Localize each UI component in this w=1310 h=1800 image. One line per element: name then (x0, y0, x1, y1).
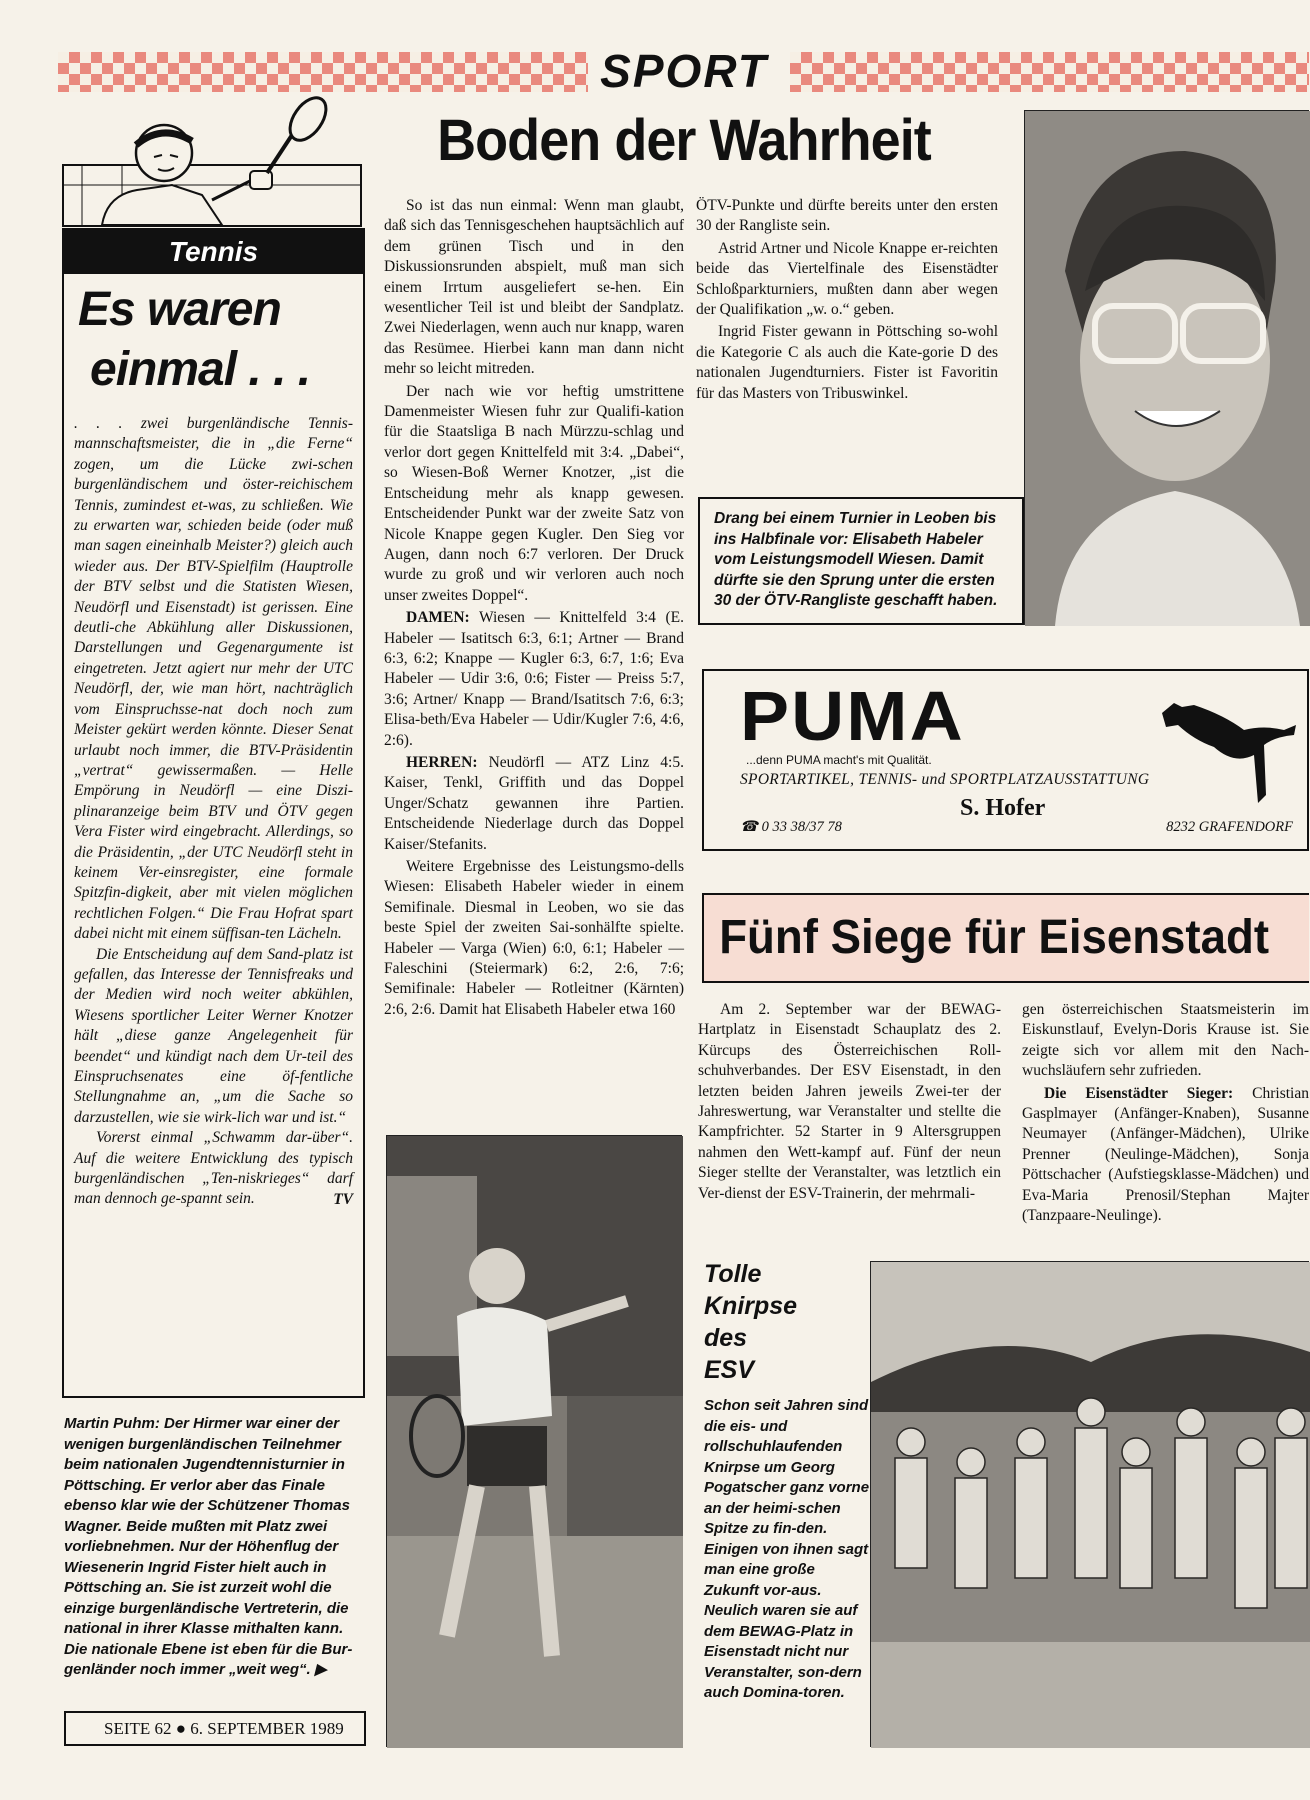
continue-arrow-icon: ▶ (314, 1661, 327, 1678)
boden-headline: Boden der Wahrheit (437, 108, 931, 173)
puma-ad (702, 669, 1309, 851)
boden-column-2 (696, 196, 998, 466)
eisenstadt-headline: Fünf Siege für Eisenstadt (719, 911, 1270, 964)
eisenstadt-column-1 (698, 1000, 1001, 1210)
puma-logo: PUMA (740, 677, 965, 755)
ad-address: 8232 GRAFENDORF (1166, 819, 1293, 835)
knirpse-headline-line: Knirpse (704, 1292, 798, 1320)
boden-paragraph: Ingrid Fister gewann in Pöttsching so-wohl die Kategorie C als auch die Kate-gorie D des nationalen Jugendturniers. Fister ist Favoritin für das Masters von Tribuswinkel. (696, 323, 998, 402)
boden-paragraph: So ist das nun einmal: Wenn man glaubt, daß sich das Tennisgeschehen hauptsächlich auf dem grünen Tisch und in den Diskussionsrunden abspielt, muß man sich einem Irrtum ausgeliefert se-hen. Ein wesentlicher Teil ist und bleibt der Sandplatz. Zwei Niederlagen, wenn auch nur knapp, waren das Resümee. Hierbei kann man dann nicht mehr so leicht mitreden. (384, 197, 684, 378)
sieger-list: Christian Gasplmayer (Anfänger-Knaben), Susanne Neumayer (Anfänger-Mädchen), Ulrike Prenner (Neulinge-Mädchen), Sonja Pöttschacher (Aufstiegsklasse-Mädchen) und Eva-Maria Prenosil/Stephan Majter (Tanzpaare-Neulinge). (1022, 1084, 1309, 1225)
roller-skaters-photo (870, 1261, 1309, 1747)
tennis-photo-icon (387, 1136, 683, 1748)
tennis-player-icon (62, 105, 362, 227)
ad-line: SPORTARTIKEL, TENNIS- und SPORTPLATZAUSSTATTUNG (740, 771, 1150, 788)
eisenstadt-paragraph: gen österreichischen Staatsmeisterin im Eiskunstlauf, Evelyn-Doris Krause ist. Sie zeigte sich vor allem mit den Nach-wuchsläufern sehr zufrieden. (1022, 1001, 1309, 1080)
section-title: SPORT (600, 45, 768, 97)
knirpse-text: Schon seit Jahren sind die eis- und rollschuhlaufenden Knirpse um Georg Pogatscher ganz vorne an der heimi-schen Spitze zu fin-den. Einigen von ihnen sagt man eine große Zukunft vor-aus. Neulich waren sie auf dem BEWAG-Platz in Eisenstadt nicht nur Veranstalter, son-dern auch Domina-toren. (704, 1397, 870, 1701)
ad-name: S. Hofer (960, 795, 1046, 821)
tennis-body (64, 400, 363, 1210)
habeler-caption-text: Drang bei einem Turnier in Leoben bis ins Halbfinale vor: Elisabeth Habeler vom Leistungsmodell Wiesen. Damit dürfte sie den Sprung unter die ersten 30 der ÖTV-Rangliste geschafft haben. (714, 510, 998, 609)
group-photo-icon (871, 1262, 1310, 1748)
boden-paragraph: ÖTV-Punkte und dürfte bereits unter den ersten 30 der Rangliste sein. (696, 197, 998, 235)
knirpse-headline-line: des (704, 1324, 748, 1352)
checker-band-left (58, 52, 588, 92)
boden-herren (384, 753, 684, 855)
puma-slogan: ...denn PUMA macht's mit Qualität. (746, 753, 932, 767)
herren-label: HERREN: (406, 753, 478, 771)
tennis-author: TV (333, 1190, 353, 1208)
knirpse-headline-line: ESV (704, 1356, 755, 1384)
tennis-label-bar: Tennis (64, 230, 363, 274)
checker-band-right (790, 52, 1309, 92)
sieger-label: Die Eisenstädter Sieger: (1044, 1084, 1234, 1102)
boden-column-1 (384, 196, 684, 1108)
portrait-icon (1025, 111, 1310, 626)
habeler-photo (1024, 110, 1309, 625)
tennis-article-box (62, 228, 365, 1398)
knirpse-headline (704, 1258, 854, 1386)
page-number: SEITE 62 ● 6. SEPTEMBER 1989 (104, 1719, 344, 1738)
damen-results: Wiesen — Knittelfeld 3:4 (E. Habeler — Isatitsch 6:3, 6:1; Artner — Brand 6:3, 6:2; Knappe — Kugler 6:3, 6:7, 1:6; Eva Habeler — Udir 3:6, 0:6; Fister — Preiss 5:7, 3:6; Artner/ Knapp — Brand/Isatitsch 7:6, 6:3; Elisa-beth/Eva Habeler — Udir/Kugler 7:6, 4:6, 2:6). (384, 609, 684, 749)
boden-damen (384, 608, 684, 751)
tennis-headline-line2: einmal . . . (90, 343, 311, 396)
tennis-headline-line1: Es waren (78, 283, 281, 336)
eisenstadt-headline-box (702, 893, 1309, 983)
tennis-paragraph: . . . zwei burgenländische Tennis-mannschaftsmeister, die in „die Ferne“ zogen, um die Lücke zwi-schen burgenländischem und öster-reichischem Tennis, zumindest et-was, zu schließen. Wie zu erwarten war, schieden beide (oder muß man sagen eineinhalb Meister?) gleich auch wieder aus. Der BTV-Spielfilm (Hauptrolle der BTV selbst und die Statisten Wiesen, Neudörfl und Eisenstadt) ist gerissen. Eine deutli-che Abkühlung aller Diskussionen, Darstellungen und Gegenargumente ist eingetreten. Jetzt agiert nur mehr der UTC Neudörfl, der, wie man hört, nachträglich vom Einspruchsse-nat doch noch zum Meister gekürt werden könnte. Dieser Senat urlaubt noch immer, die BTV-Präsidentin „vertrat“ gewissermaßen. — Helle Empörung in Neudörfl — eine Diszi-plinaranzeige beim BTV und ÖTV gegen Vera Fister wird eingebracht. Allerdings, so die Präsidentin, „der UTC Neudörfl steht in keinem Ver-einsregister, eine formale Spitzfin-digkeit, aber mit vielen möglichen rechtlichen Folgen.“ Die Frau Hofrat spart dabei nicht mit einem süffisan-ten Lächeln. (74, 415, 353, 943)
tennis-player-illustration (62, 105, 362, 227)
boden-paragraph: Astrid Artner und Nicole Knappe er-reichten beide das Viertelfinale des Eisenstädter Schloßparkturniers, mußten dann aber wegen der Qualifikation „w. o.“ geben. (696, 239, 998, 319)
eisenstadt-sieger (1022, 1084, 1309, 1227)
puhm-caption-text: Martin Puhm: Der Hirmer war einer der wenigen burgenländischen Teilnehmer beim nationalen Jugendtennisturnier in Pöttsching. Er verlor aber das Finale ebenso klar wie der Schützener Thomas Wagner. Beide mußten mit Platz zwei vorliebnehmen. Nur der Höhenflug der Wiesenerin Ingrid Fister hielt auch in Pöttsching an. Sie ist zurzeit wohl die einzige burgenländische Vertreterin, die national in ihrer Klasse mithalten kann. Die nationale Ebene ist eben für die Bur-genländer noch immer „weit weg“. (64, 1415, 353, 1678)
damen-label: DAMEN: (406, 609, 470, 627)
eisenstadt-column-2 (1022, 1000, 1309, 1225)
puma-cat-icon (1154, 685, 1304, 815)
tennis-paragraph: Die Entscheidung auf dem Sand-platz ist gefallen, das Interesse der Tennisfreaks und der Medien wird noch weiter abkühlen, Wiesens sportlicher Leiter Werner Knotzer hält „diese ganze Angelegenheit für beendet“ und kündigt nach dem Ur-teil des Einspruchsenates eine öf-fentliche Stellungnahme an, „um die Sache so darzustellen, wie sie wirk-lich war und ist.“ (74, 945, 353, 1126)
knirpse-headline-line: Tolle (704, 1260, 762, 1288)
ad-phone: ☎ 0 33 38/37 78 (740, 819, 842, 835)
eisenstadt-paragraph: Am 2. September war der BEWAG-Hartplatz in Eisenstadt Schauplatz des 2. Kürcups des Österreichischen Roll-schuhverbandes. Der ESV Eisenstadt, in den letzten beiden Jahren jeweils Zwei-ter der Jahreswertung, war Veranstalter und stellte die Kampfrichter. 52 Starter in 9 Altersgruppen nahmen den Wett-kampf auf. Fünf der neun Sieger stellte der Veranstalter, was letztlich ein Ver-dienst der ESV-Trainerin, der mehrmali- (698, 1001, 1001, 1202)
tennis-headline (64, 274, 363, 400)
page-footer (64, 1711, 366, 1746)
boden-paragraph: Der nach wie vor heftig umstrittene Damenmeister Wiesen fuhr zur Qualifi-kation für die Staatsliga B nach Mürzzu-schlag und verlor dort gegen Knittelfeld mit 3:4. „Dabei“, so Wiesen-Boß Werner Knotzer, „ist die Entscheidung mehr als knapp gewesen. Entscheidender Punkt war der zweite Satz von Nicole Knappe gegen Kugler. Den Sieg vor Augen, dann noch 6:7 verloren. Der Druck wurde zu groß und wir verloren auch noch unser zweites Doppel“. (384, 382, 684, 604)
habeler-photo-caption (698, 497, 1024, 625)
puhm-tennis-photo (386, 1135, 682, 1747)
herren-results: Neudörfl — ATZ Linz 4:5. Kaiser, Tenkl, Griffith und das Doppel Unger/Schatz gewannen ihre Partien. Entscheidende Niederlage durch das Doppel Kaiser/Stefanits. (384, 753, 684, 853)
puhm-caption (64, 1414, 364, 1682)
boden-paragraph: Weitere Ergebnisse des Leistungsmo-dells Wiesen: Elisabeth Habeler wieder in einem Semifinale. Diesmal in Leoben, wo sie das beste Spiel der zweiten Sai-sonhälfte spielte. Habeler — Varga (Wien) 6:0, 6:1; Habeler — Faleschini (Steiermark) 6:2, 2:6, 7:6; Semifinale: Habeler — Rotleitner (Kärnten) 2:6, 2:6. Damit hat Elisabeth Habeler etwa 160 (384, 858, 684, 1018)
tennis-paragraph: Vorerst einmal „Schwamm dar-über“. Auf die weitere Entwicklung des typisch burgenländischen „Ten-niskrieges“ darf man dennoch ge-spannt sein. (74, 1129, 353, 1208)
